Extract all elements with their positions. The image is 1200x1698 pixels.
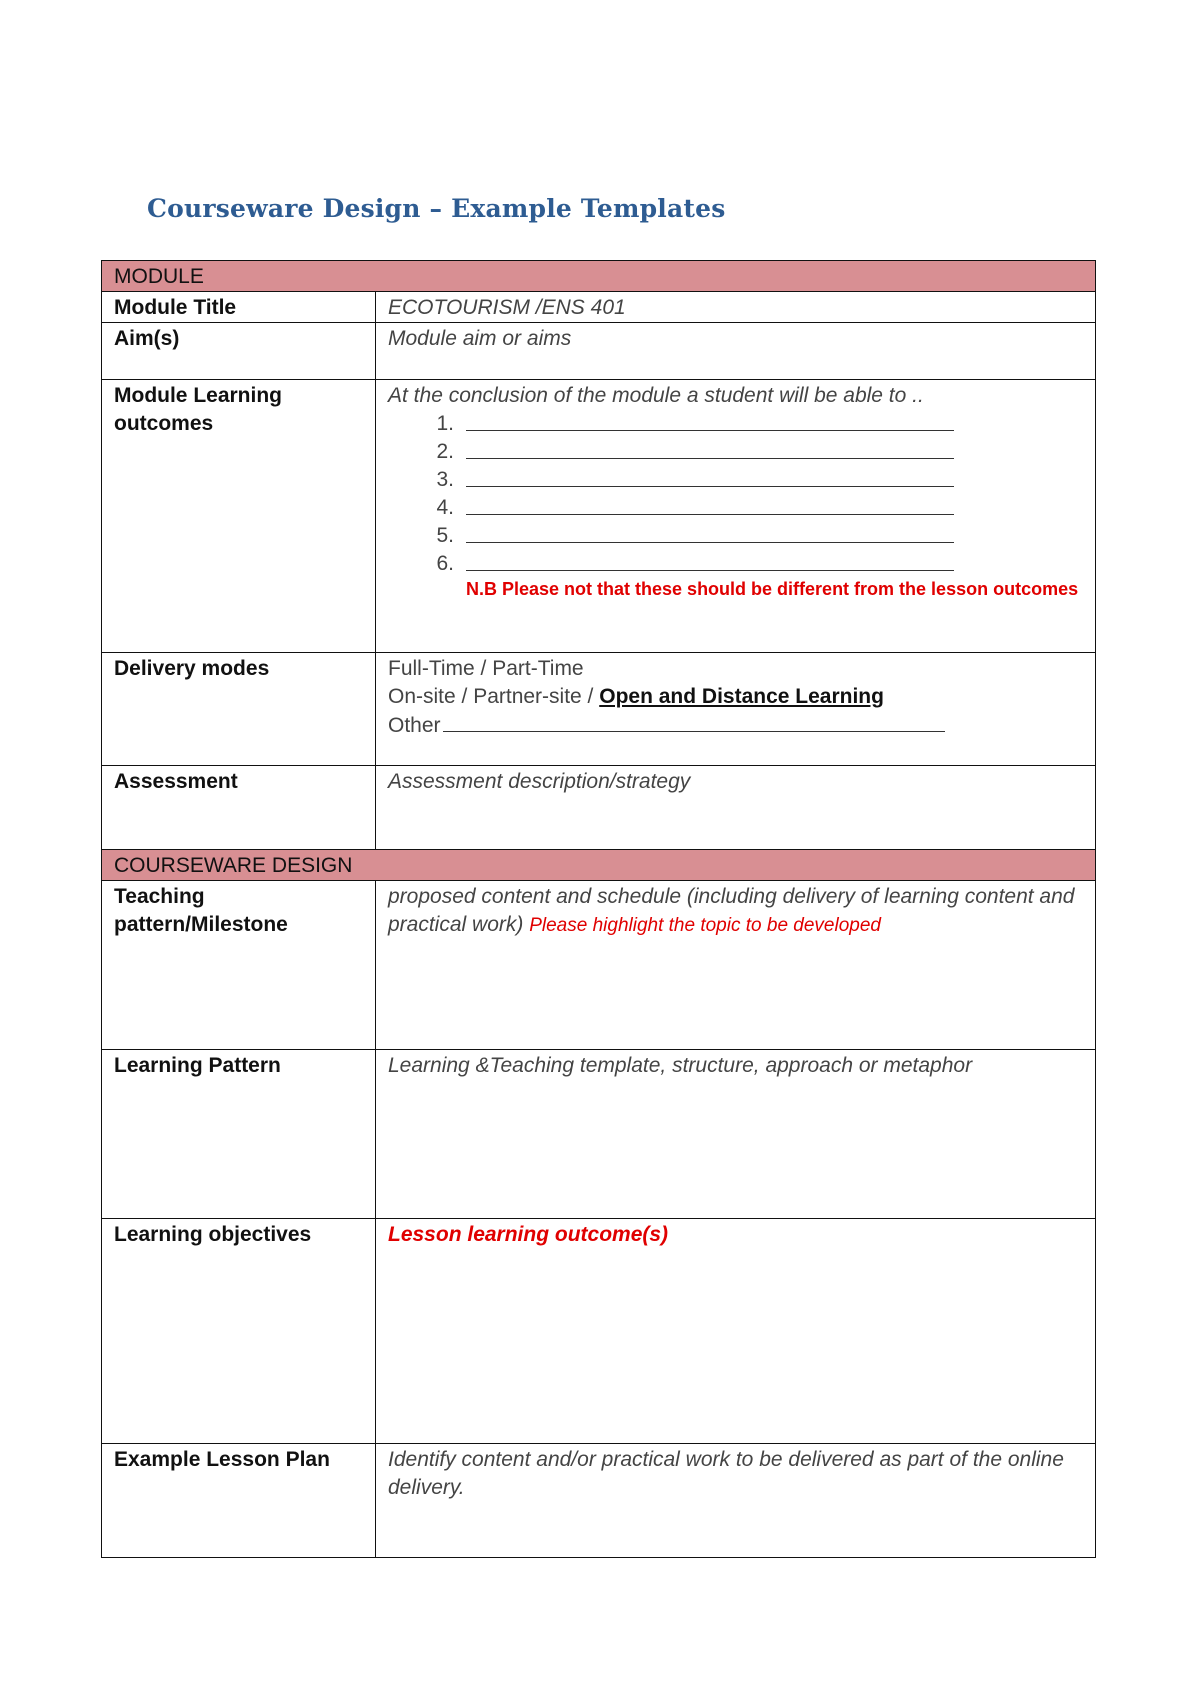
outcome-blank-line[interactable] (466, 466, 954, 487)
outcome-number: 5. (436, 524, 454, 547)
outcome-blank-line[interactable] (466, 550, 954, 571)
learning-outcomes-cell[interactable] (376, 380, 1096, 653)
module-title-value[interactable]: ECOTOURISM /ENS 401 (376, 292, 1096, 323)
delivery-modes-cell[interactable] (376, 653, 1096, 766)
delivery-modes-line-3 (388, 711, 1083, 740)
teaching-pattern-value: proposed content and schedule (including delivery of learning content and practical work) (388, 885, 1075, 936)
list-item (388, 494, 1083, 522)
delivery-other-label: Other (388, 714, 441, 737)
teaching-pattern-row (102, 881, 1096, 1050)
list-item (388, 410, 1083, 438)
delivery-modes-line-1: Full-Time / Part-Time (388, 657, 584, 680)
learning-outcomes-label: Module Learning outcomes (102, 380, 376, 653)
outcome-number: 2. (436, 440, 454, 463)
delivery-modes-line-2-prefix: On-site / Partner-site / (388, 685, 600, 708)
teaching-pattern-note: Please highlight the topic to be developed (529, 915, 881, 936)
module-title-row (102, 292, 1096, 323)
example-lesson-plan-row (102, 1444, 1096, 1558)
list-item (388, 550, 1083, 578)
learning-outcomes-row (102, 380, 1096, 653)
learning-objectives-row (102, 1219, 1096, 1444)
learning-objectives-label: Learning objectives (102, 1219, 376, 1444)
learning-pattern-value[interactable]: Learning &Teaching template, structure, approach or metaphor (376, 1050, 1096, 1219)
outcome-blank-line[interactable] (466, 410, 954, 431)
open-distance-learning-option[interactable]: Open and Distance Learning (599, 685, 884, 708)
assessment-value[interactable]: Assessment description/strategy (376, 766, 1096, 850)
document-title: Courseware Design – Example Templates (147, 194, 726, 223)
assessment-row (102, 766, 1096, 850)
example-lesson-plan-label: Example Lesson Plan (102, 1444, 376, 1558)
list-item (388, 522, 1083, 550)
outcome-number: 3. (436, 468, 454, 491)
assessment-label: Assessment (102, 766, 376, 850)
module-title-label: Module Title (102, 292, 376, 323)
module-section-header-row (102, 261, 1096, 292)
delivery-modes-row (102, 653, 1096, 766)
aims-value[interactable]: Module aim or aims (376, 323, 1096, 380)
learning-objectives-cell[interactable] (376, 1219, 1096, 1444)
aims-row (102, 323, 1096, 380)
learning-outcomes-note: N.B Please not that these should be different from the lesson outcomes (466, 579, 1079, 599)
outcome-blank-line[interactable] (466, 438, 954, 459)
courseware-section-header: COURSEWARE DESIGN (102, 850, 1096, 881)
outcome-number: 6. (436, 552, 454, 575)
outcome-blank-line[interactable] (466, 494, 954, 515)
courseware-section-header-row (102, 850, 1096, 881)
teaching-pattern-cell[interactable] (376, 881, 1096, 1050)
list-item (388, 438, 1083, 466)
list-item (388, 466, 1083, 494)
learning-outcomes-intro: At the conclusion of the module a student will be able to .. (388, 384, 924, 407)
outcome-blank-line[interactable] (466, 522, 954, 543)
learning-objectives-value: Lesson learning outcome(s) (388, 1223, 669, 1246)
delivery-modes-line-2 (388, 683, 1083, 711)
teaching-pattern-label: Teaching pattern/Milestone (102, 881, 376, 1050)
outcome-number: 1. (436, 412, 454, 435)
delivery-modes-label: Delivery modes (102, 653, 376, 766)
learning-outcomes-list (388, 410, 1083, 578)
aims-label: Aim(s) (102, 323, 376, 380)
module-section-header: MODULE (102, 261, 1096, 292)
example-lesson-plan-value[interactable]: Identify content and/or practical work to be delivered as part of the online delivery. (376, 1444, 1096, 1558)
learning-pattern-row (102, 1050, 1096, 1219)
outcome-number: 4. (436, 496, 454, 519)
delivery-other-blank-line[interactable] (443, 711, 945, 732)
learning-pattern-label: Learning Pattern (102, 1050, 376, 1219)
courseware-template-table (101, 260, 1096, 1558)
